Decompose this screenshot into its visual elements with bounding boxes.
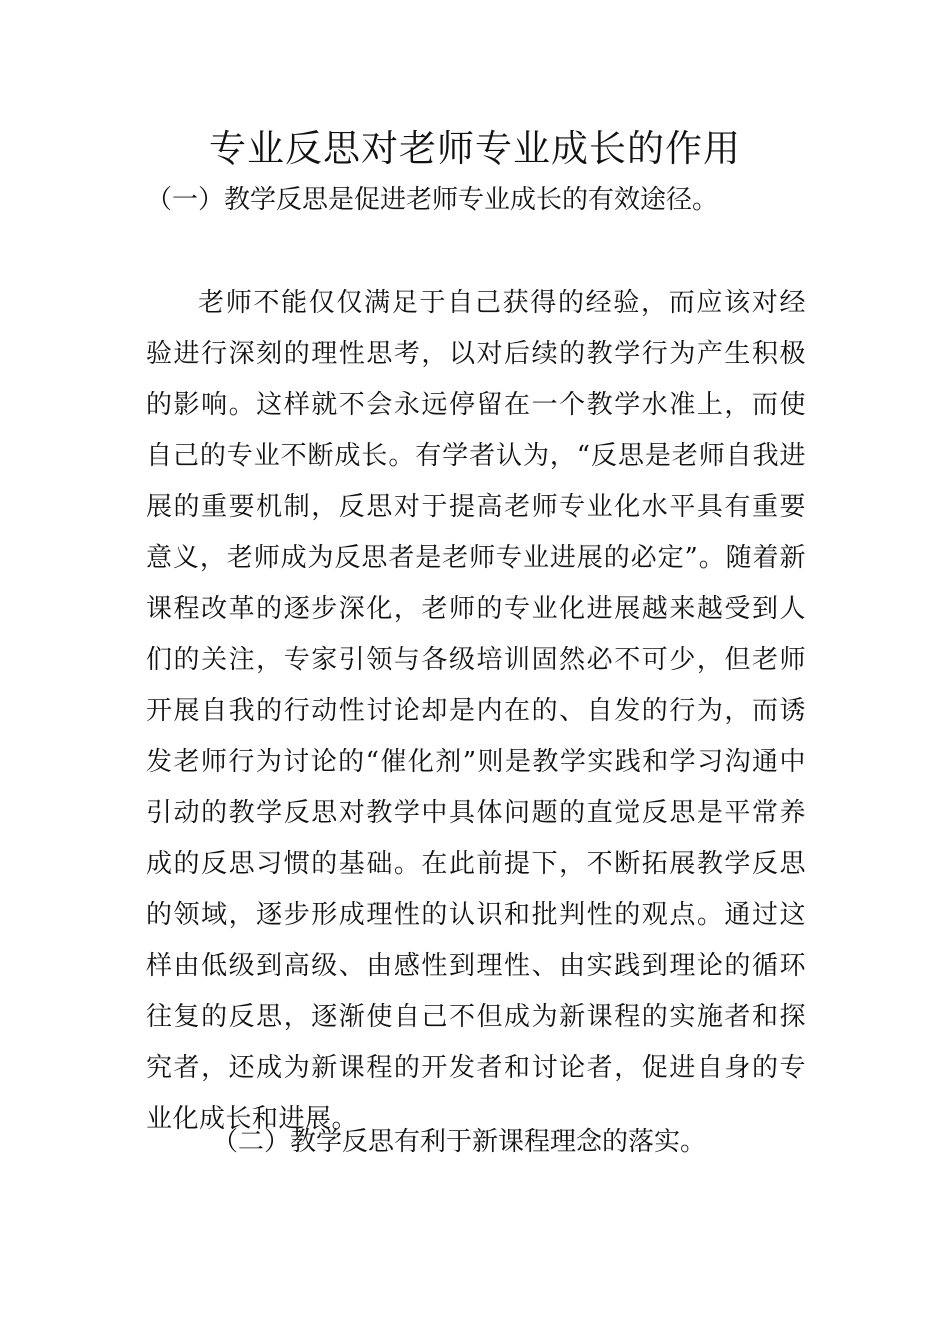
section-heading-2: （二）教学反思有利于新课程理念的落实。 — [212, 1127, 707, 1157]
section-1-paragraph: 老师不能仅仅满足于自己获得的经验，而应该对经验进行深刻的理性思考，以对后续的教学行为产生积极的影响。这样就不会永远停留在一个教学水准上，而使自己的专业不断成长。有学者认为，“反思是老师自我进展的重要机制，反思对于提高老师专业化水平具有重要意义，老师成为反思者是老师专业进展的必定”。随着新课程改革的逐步深化，老师的专业化进展越来越受到人们的关注，专家引领与各级培训固然必不可少，但老师开展自我的行动性讨论却是内在的、自发的行为，而诱发老师行为讨论的“催化剂”则是教学实践和学习沟通中引动的教学反思对教学中具体问题的直觉反思是平常养成的反思习惯的基础。在此前提下，不断拓展教学反思的领域，逐步形成理性的认识和批判性的观点。通过这样由低级到高级、由感性到理性、由实践到理论的循环往复的反思，逐渐使自己不但成为新课程的实施者和探究者，还成为新课程的开发者和讨论者，促进自身的专业化成长和进展。 — [146, 288, 806, 1134]
document-title: 专业反思对老师专业成长的作用 — [209, 127, 741, 170]
section-heading-1: （一）教学反思是促进老师专业成长的有效途径。 — [146, 185, 719, 215]
